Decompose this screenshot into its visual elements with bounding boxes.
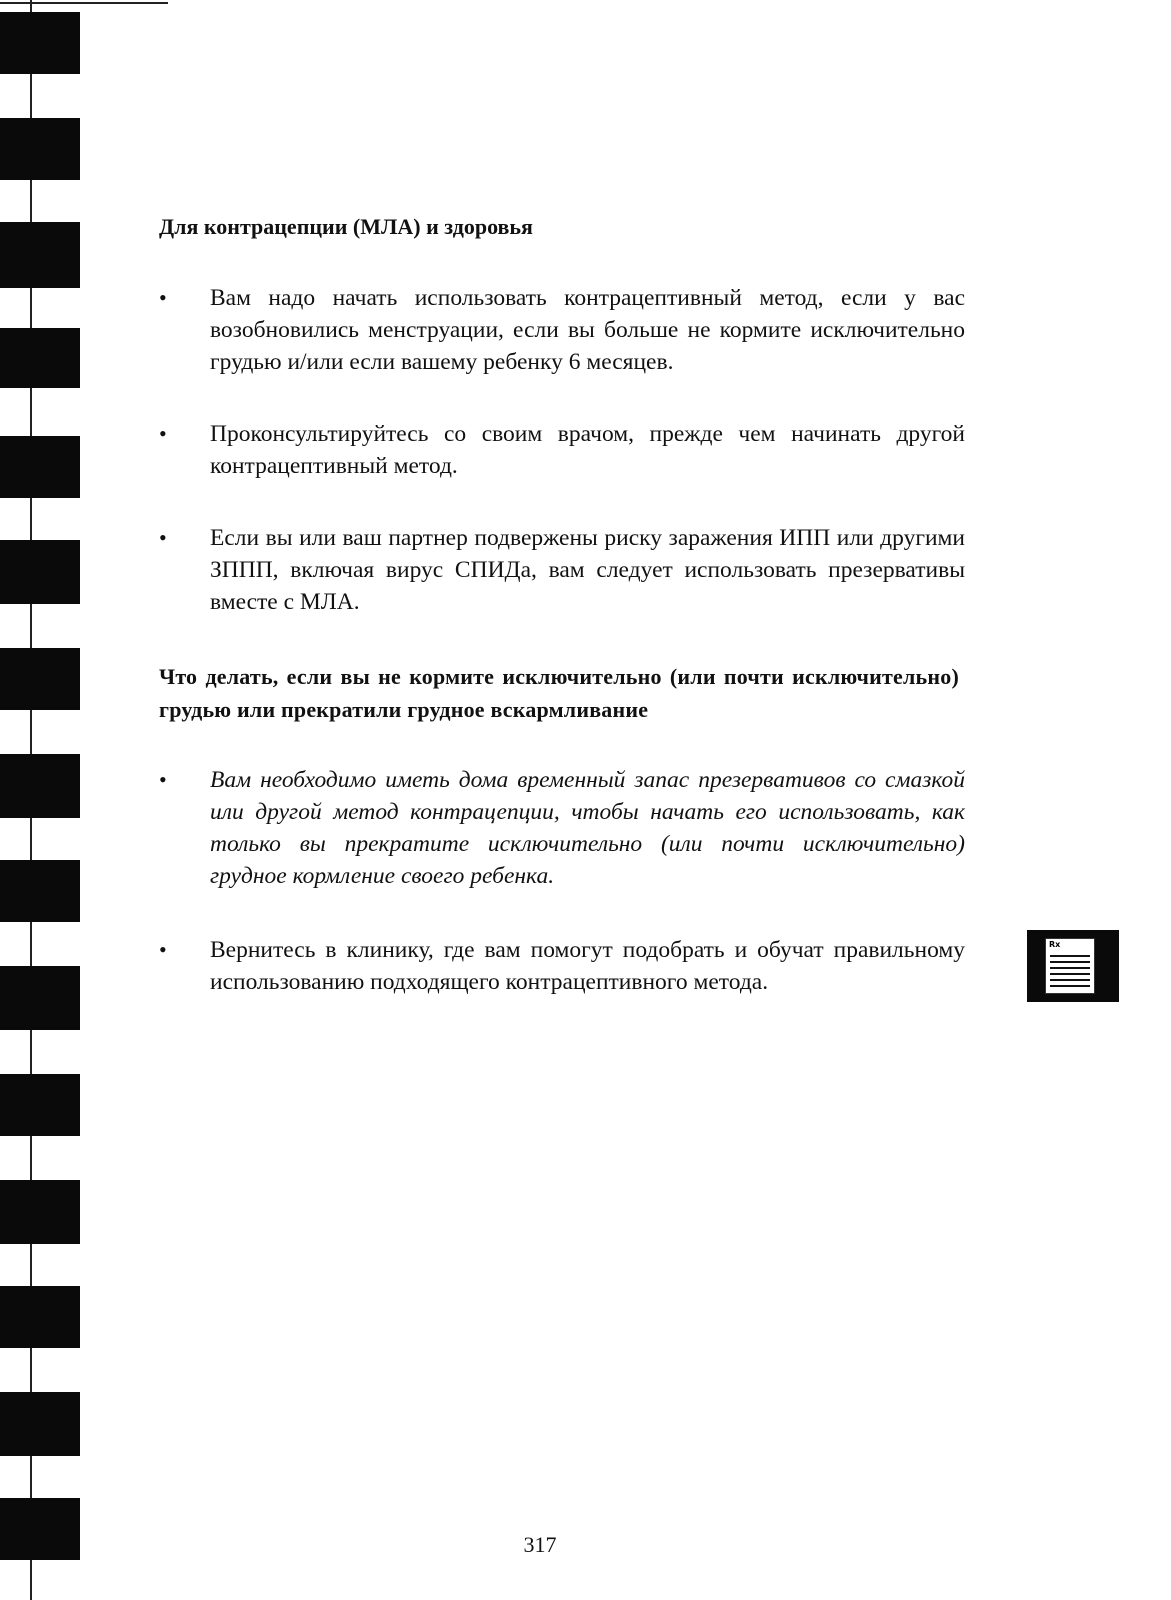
sheet-line (1050, 985, 1090, 987)
top-rule (0, 2, 168, 4)
list-item (159, 934, 964, 998)
binding-ring (0, 436, 80, 498)
sheet-line (1050, 955, 1090, 957)
sheet-line (1050, 973, 1090, 975)
list-item (159, 764, 964, 892)
page-number: 317 (523, 1532, 557, 1557)
binding-ring (0, 648, 80, 710)
rx-section-tab (1027, 930, 1119, 1002)
binding-ring (0, 222, 80, 288)
binding-ring (0, 1498, 80, 1560)
list-item-text: Вам необходимо иметь дома временный запас презервативов со смазкой или другой метод контрацепции, чтобы начать его использовать, как только вы прекратите исключительно (или почти исключительно) грудное кормление своего ребенка. (210, 767, 965, 889)
binding-ring (0, 1286, 80, 1348)
list-item-text: Вам надо начать использовать контрацептивный метод, если у вас возобновились менструации, если вы больше не кормите исключительно грудью и/или если вашему ребенку 6 месяцев. (210, 285, 965, 375)
list-item (159, 282, 964, 378)
binding-ring (0, 328, 80, 388)
binding-ring (0, 1074, 80, 1136)
bullet: • (159, 421, 167, 446)
binding-ring (0, 1180, 80, 1244)
section-heading-not-breastfeeding: Что делать, если вы не кормите исключительно (или почти исключительно) грудью или прекратили грудное вскармливание (159, 664, 959, 722)
spiral-binding (0, 0, 90, 1600)
list-item (159, 418, 964, 482)
binding-ring (0, 118, 80, 180)
list-item-text: Если вы или ваш партнер подвержены риску заражения ИПП или другими ЗППП, включая вирус СПИДа, вам следует использовать презервативы вместе с МЛА. (210, 525, 965, 615)
section-heading-contraception: Для контрацепции (МЛА) и здоровья (159, 214, 533, 239)
sheet-line (1050, 979, 1090, 981)
rx-prescription-icon (1045, 938, 1095, 994)
binding-ring (0, 12, 80, 74)
binding-ring (0, 860, 80, 922)
bullet: • (159, 525, 167, 550)
sheet-line (1050, 961, 1090, 963)
binding-ring (0, 1392, 80, 1456)
sheet-line (1050, 967, 1090, 969)
binding-ring (0, 966, 80, 1030)
binding-ring (0, 754, 80, 818)
rx-label: Rx (1049, 940, 1061, 949)
list-item (159, 522, 964, 618)
list-item-text: Проконсультируйтесь со своим врачом, прежде чем начинать другой контрацептивный метод. (210, 421, 965, 479)
binding-ring (0, 540, 80, 604)
list-item-text: Вернитесь в клинику, где вам помогут подобрать и обучат правильному использованию подходящего контрацептивного метода. (210, 937, 965, 995)
bullet: • (159, 937, 167, 962)
bullet: • (159, 285, 167, 310)
bullet: • (159, 767, 167, 792)
